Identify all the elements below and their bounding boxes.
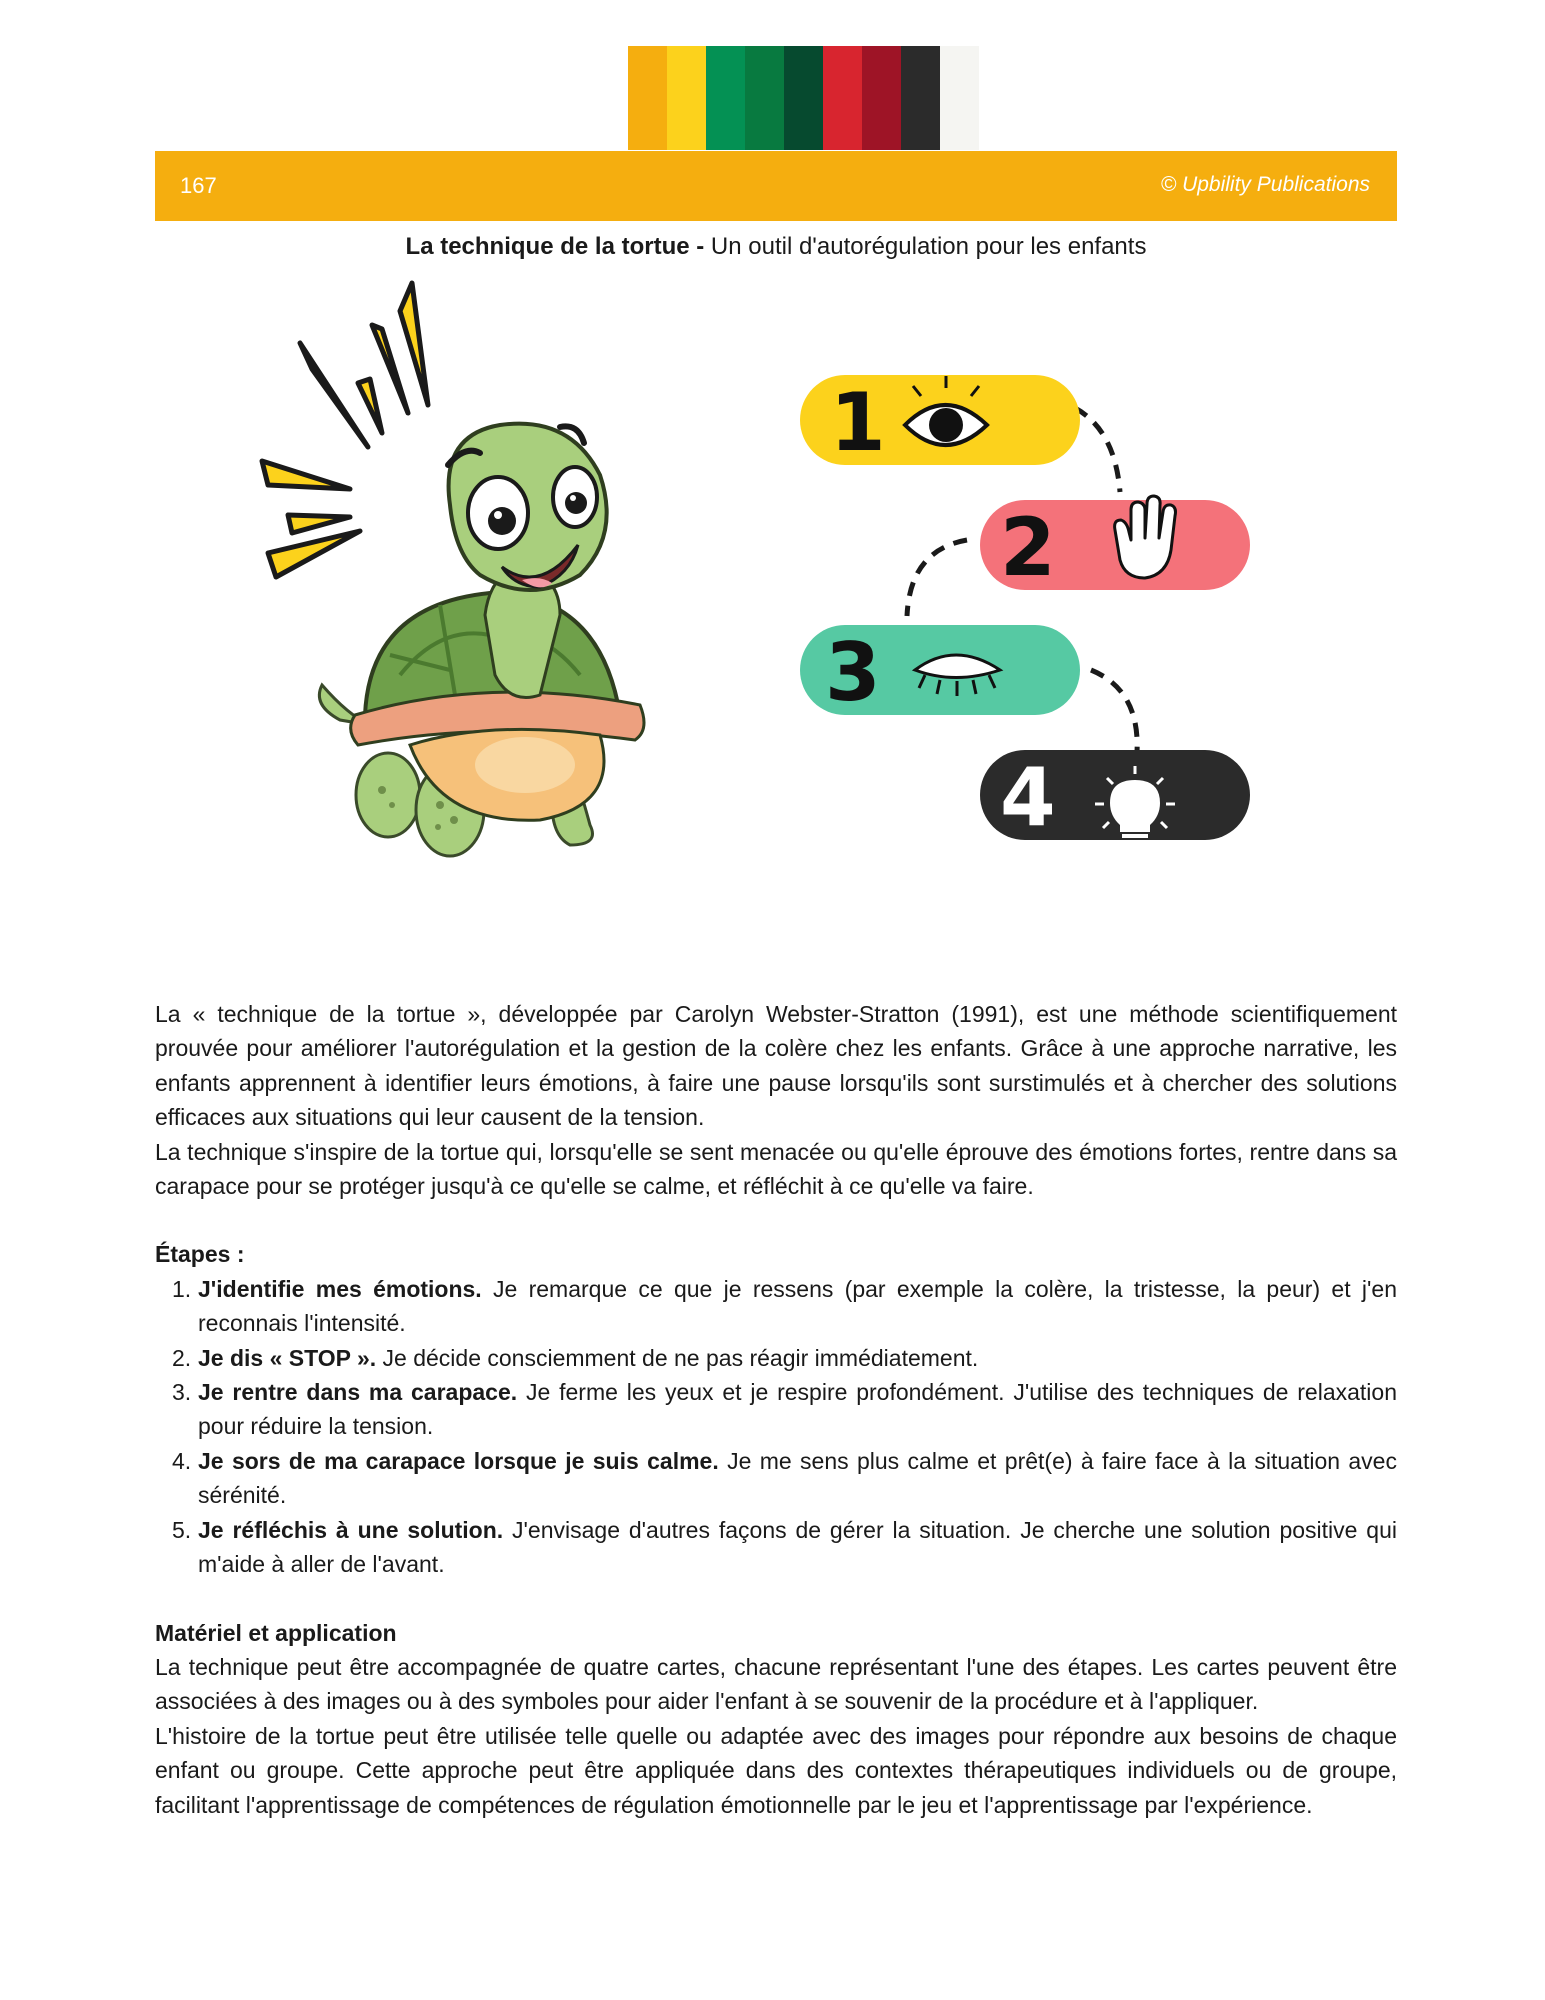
list-item xyxy=(155,1272,1397,1341)
list-item-bold: J'identifie mes émotions. xyxy=(198,1275,482,1302)
palette-swatch xyxy=(862,46,901,150)
exclamation-rays-icon xyxy=(262,283,428,577)
list-item-bold: Je réfléchis à une solution. xyxy=(198,1516,504,1543)
list-item-text: Je me sens plus calme et prêt(e) à faire face à la situation avec sérénité. xyxy=(198,1447,1397,1509)
list-item-text: Je décide consciemment de ne pas réagir immédiatement. xyxy=(376,1344,979,1371)
palette-swatch xyxy=(784,46,823,150)
list-item-number: 2. xyxy=(172,1344,192,1371)
list-item-number: 4. xyxy=(172,1447,192,1474)
list-item-number: 3. xyxy=(172,1379,192,1406)
palette-swatch xyxy=(823,46,862,150)
page-title xyxy=(155,233,1397,261)
list-item-bold: Je dis « STOP ». xyxy=(198,1344,377,1371)
step-card-3-number: 3 xyxy=(825,626,881,719)
step-card-1-number: 1 xyxy=(830,376,886,469)
list-item xyxy=(155,1513,1397,1582)
list-item-bold: Je rentre dans ma carapace. xyxy=(198,1379,518,1406)
body-text xyxy=(155,997,1397,1822)
page-title-bold: La technique de la tortue - xyxy=(405,233,705,260)
palette-swatch xyxy=(940,46,979,150)
materials-heading: Matériel et application xyxy=(155,1619,397,1646)
list-item-text: Je remarque ce que je ressens (par exemple la colère, la tristesse, la peur) et j'en reconnais l'intensité. xyxy=(198,1275,1397,1337)
list-item xyxy=(155,1444,1397,1513)
step-card-4-number: 4 xyxy=(1000,751,1056,844)
step-card-2-number: 2 xyxy=(1000,501,1056,594)
list-item-text: J'envisage d'autres façons de gérer la situation. Je cherche une solution positive qui m'aide à aller de l'avant. xyxy=(198,1516,1397,1578)
palette-swatch xyxy=(628,46,667,150)
materials-paragraph-1: La technique peut être accompagnée de quatre cartes, chacune représentant l'une des étapes. Les cartes peuvent être associées à des images ou à des symboles pour aider l'enfant à se souvenir de la procédure et à l'appliquer. xyxy=(155,1653,1397,1715)
list-item-number: 1. xyxy=(172,1275,192,1302)
steps-heading: Étapes : xyxy=(155,1241,245,1268)
steps-list xyxy=(155,1272,1397,1582)
list-item-text: Je ferme les yeux et je respire profondément. J'utilise des techniques de relaxation pour réduire la tension. xyxy=(198,1379,1398,1440)
turtle-illustration xyxy=(240,275,710,875)
header-bar xyxy=(155,151,1397,221)
list-item xyxy=(155,1375,1397,1444)
color-palette xyxy=(628,46,979,150)
materials-paragraph-2: L'histoire de la tortue peut être utilisée telle quelle ou adaptée avec des images pour répondre aux besoins de chaque enfant ou groupe. Cette approche peut être appliquée dans des contextes thérapeutiques individuels ou de groupe, facilitant l'apprentissage de compétences de régulation émotionnelle par le jeu et l'apprentissage par l'expérience. xyxy=(155,1722,1397,1818)
step-card-3 xyxy=(800,625,1080,719)
palette-swatch xyxy=(667,46,706,150)
page-title-rest: Un outil d'autorégulation pour les enfants xyxy=(704,233,1147,260)
palette-swatch xyxy=(706,46,745,150)
palette-swatch xyxy=(745,46,784,150)
intro-paragraph-1: La « technique de la tortue », développée par Carolyn Webster-Stratton (1991), est une méthode scientifiquement prouvée pour améliorer l'autorégulation et la gestion de la colère chez les enfants. Grâce à une approche narrative, les enfants apprennent à identifier leurs émotions, à faire une pause lorsqu'ils sont surstimulés et à chercher des solutions efficaces aux situations qui leur causent de la tension. xyxy=(155,1001,1397,1131)
list-item xyxy=(155,1341,1397,1375)
list-item-bold: Je sors de ma carapace lorsque je suis calme. xyxy=(198,1447,719,1474)
step-card-1 xyxy=(800,375,1080,469)
publisher-credit: © Upbility Publications xyxy=(1160,173,1370,196)
step-card-2 xyxy=(980,496,1250,594)
page-number: 167 xyxy=(180,173,217,198)
intro-paragraph-2: La technique s'inspire de la tortue qui, lorsqu'elle se sent menacée ou qu'elle éprouve des émotions fortes, rentre dans sa carapace pour se protéger jusqu'à ce qu'elle se calme, et réfléchit à ce qu'elle va faire. xyxy=(155,1138,1397,1200)
step-card-4 xyxy=(980,750,1250,844)
list-item-number: 5. xyxy=(172,1516,192,1543)
steps-cards-graphic xyxy=(795,370,1265,850)
palette-swatch xyxy=(901,46,940,150)
